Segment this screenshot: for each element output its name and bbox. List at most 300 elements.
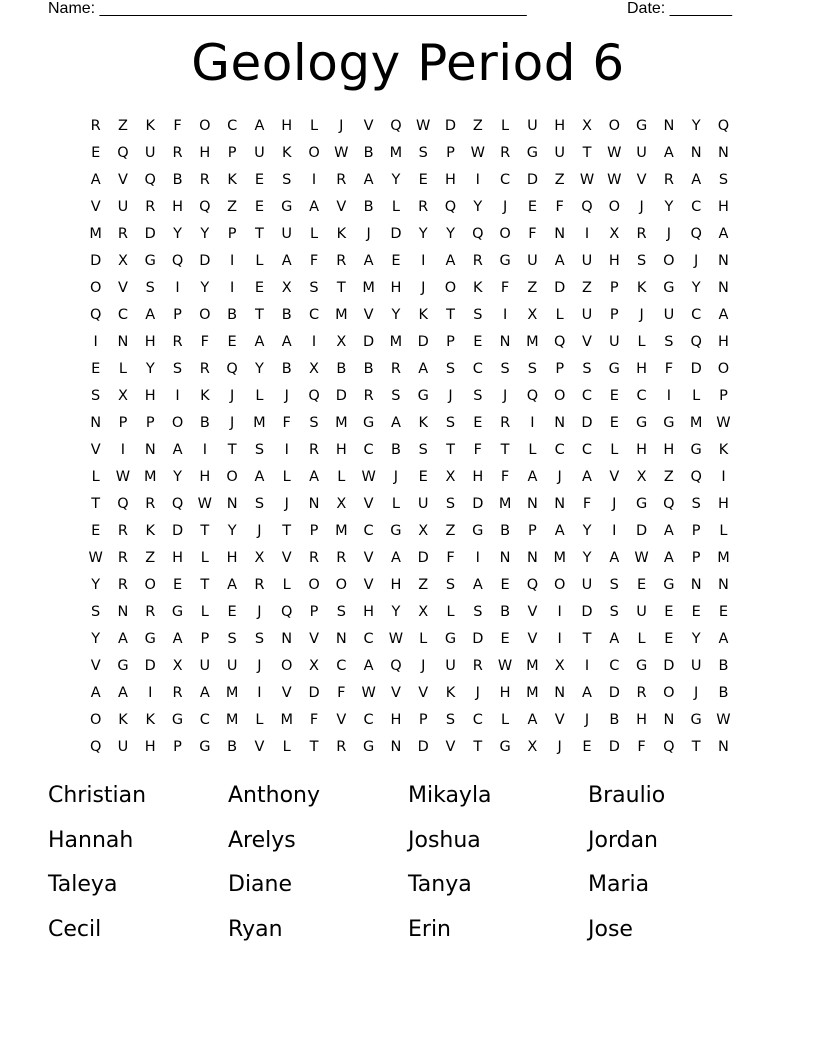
grid-letter: Z <box>227 199 238 215</box>
grid-letter: G <box>417 388 429 404</box>
grid-letter: R <box>254 577 265 593</box>
grid-row <box>82 491 742 518</box>
grid-letter: J <box>257 604 262 620</box>
grid-letter: Q <box>117 145 129 161</box>
grid-letter: N <box>144 442 156 458</box>
grid-row <box>82 113 742 140</box>
grid-letter: R <box>117 226 128 242</box>
grid-letter: U <box>581 253 593 269</box>
grid-letter: B <box>609 712 620 728</box>
grid-letter: P <box>173 739 182 755</box>
grid-letter: D <box>608 685 620 701</box>
grid-letter: Q <box>144 172 156 188</box>
grid-letter: G <box>171 712 184 728</box>
grid-letter: Z <box>582 280 592 296</box>
grid-letter: D <box>608 739 620 755</box>
grid-letter: J <box>421 658 426 674</box>
grid-letter: S <box>254 442 265 458</box>
grid-letter: I <box>666 388 672 404</box>
grid-letter: I <box>284 442 289 458</box>
grid-letter: N <box>718 739 729 755</box>
grid-letter: P <box>227 226 237 242</box>
grid-letter: N <box>554 496 566 512</box>
grid-letter: E <box>609 415 619 431</box>
grid-letter: M <box>89 226 102 242</box>
grid-letter: A <box>227 577 238 593</box>
grid-letter: C <box>581 442 593 458</box>
grid-letter: Q <box>308 388 320 404</box>
grid-letter: V <box>281 550 292 566</box>
word-bank-item: Hannah <box>48 827 134 853</box>
grid-letter: Q <box>472 226 484 242</box>
grid-letter: P <box>446 145 455 161</box>
grid-letter: J <box>557 739 562 755</box>
grid-letter: G <box>635 415 648 431</box>
grid-letter: P <box>609 280 619 296</box>
grid-letter: Q <box>663 496 675 512</box>
grid-letter: D <box>390 226 402 242</box>
grid-letter: R <box>500 415 511 431</box>
grid-letter: X <box>309 658 319 674</box>
grid-letter: A <box>145 307 156 323</box>
grid-letter: L <box>528 442 537 458</box>
grid-letter: Q <box>690 226 702 242</box>
grid-letter: A <box>609 631 620 647</box>
grid-letter: E <box>418 469 428 485</box>
grid-letter: Y <box>473 199 483 215</box>
grid-letter: Q <box>89 739 102 755</box>
grid-letter: U <box>199 658 211 674</box>
grid-letter: T <box>336 280 346 296</box>
grid-letter: R <box>472 658 483 674</box>
grid-letter: K <box>445 685 456 701</box>
grid-letter: L <box>555 307 564 323</box>
grid-letter: W <box>497 658 513 674</box>
grid-letter: B <box>227 307 238 323</box>
grid-letter: C <box>554 442 565 458</box>
grid-letter: R <box>336 739 347 755</box>
grid-letter: D <box>472 496 484 512</box>
grid-letter: H <box>199 145 211 161</box>
grid-letter: A <box>390 415 401 431</box>
grid-row <box>82 707 742 734</box>
grid-letter: J <box>421 280 426 296</box>
grid-letter: A <box>90 685 101 701</box>
grid-letter: S <box>282 172 292 188</box>
grid-letter: Y <box>691 631 701 647</box>
grid-letter: S <box>500 361 510 377</box>
grid-letter: S <box>636 253 647 269</box>
grid-letter: C <box>691 199 702 215</box>
grid-letter: L <box>637 334 646 350</box>
grid-letter: H <box>144 388 156 404</box>
grid-letter: I <box>421 253 426 269</box>
grid-letter: X <box>418 523 429 539</box>
grid-letter: O <box>89 712 102 728</box>
grid-letter: C <box>500 172 511 188</box>
grid-letter: W <box>115 469 131 485</box>
grid-letter: H <box>390 280 402 296</box>
grid-letter: X <box>172 658 183 674</box>
grid-letter: O <box>171 415 184 431</box>
grid-letter: V <box>527 631 538 647</box>
grid-letter: D <box>308 685 320 701</box>
grid-letter: U <box>527 118 538 134</box>
grid-letter: R <box>172 334 183 350</box>
grid-letter: E <box>500 577 510 593</box>
grid-letter: W <box>197 496 212 512</box>
grid-letter: A <box>309 199 319 215</box>
grid-letter: S <box>609 604 619 620</box>
grid-letter: V <box>527 604 538 620</box>
grid-letter: B <box>172 172 183 188</box>
grid-letter: Y <box>691 280 701 296</box>
grid-letter: P <box>691 523 701 539</box>
grid-letter: L <box>282 577 291 593</box>
grid-letter: A <box>609 550 620 566</box>
grid-letter: G <box>635 118 648 134</box>
grid-letter: S <box>418 442 428 458</box>
grid-letter: G <box>144 631 156 647</box>
grid-letter: Q <box>553 334 566 350</box>
grid-letter: F <box>282 415 291 431</box>
grid-letter: S <box>172 361 183 377</box>
grid-letter: O <box>553 577 566 593</box>
grid-letter: U <box>417 496 429 512</box>
grid-letter: M <box>717 550 730 566</box>
grid-letter: S <box>718 172 729 188</box>
grid-letter: Y <box>91 631 101 647</box>
grid-letter: S <box>391 388 401 404</box>
grid-letter: Z <box>445 523 456 539</box>
grid-letter: N <box>554 415 566 431</box>
grid-letter: A <box>254 469 265 485</box>
grid-letter: S <box>445 415 456 431</box>
grid-letter: I <box>475 550 480 566</box>
grid-letter: S <box>582 361 592 377</box>
grid-letter: C <box>581 388 593 404</box>
grid-letter: B <box>718 685 729 701</box>
grid-letter: A <box>527 712 538 728</box>
grid-letter: F <box>446 550 455 566</box>
grid-letter: K <box>418 415 428 431</box>
grid-letter: J <box>639 307 644 323</box>
grid-letter: M <box>526 334 539 350</box>
grid-letter: H <box>363 604 375 620</box>
grid-letter: Q <box>199 199 211 215</box>
grid-letter: L <box>255 253 264 269</box>
grid-letter: Q <box>526 388 539 404</box>
grid-letter: E <box>582 739 592 755</box>
word-bank-item: Tanya <box>408 872 472 897</box>
grid-row <box>82 518 742 545</box>
grid-row <box>82 680 742 707</box>
grid-letter: J <box>257 658 262 674</box>
grid-letter: E <box>254 172 265 188</box>
grid-letter: K <box>118 712 128 728</box>
grid-letter: G <box>472 523 484 539</box>
grid-letter: H <box>636 442 648 458</box>
grid-letter: R <box>472 253 483 269</box>
grid-letter: P <box>691 550 701 566</box>
grid-letter: B <box>199 415 210 431</box>
grid-letter: D <box>472 631 484 647</box>
grid-letter: U <box>636 604 647 620</box>
grid-letter: H <box>172 550 183 566</box>
grid-letter: I <box>229 253 235 269</box>
grid-letter: C <box>636 388 647 404</box>
grid-letter: A <box>117 685 128 701</box>
grid-row <box>82 653 742 680</box>
grid-letter: R <box>145 496 156 512</box>
grid-letter: S <box>445 361 456 377</box>
word-bank <box>48 779 768 957</box>
grid-letter: E <box>172 577 183 593</box>
grid-letter: C <box>199 712 210 728</box>
grid-letter: O <box>281 658 293 674</box>
grid-letter: H <box>445 172 456 188</box>
grid-letter: S <box>309 415 319 431</box>
grid-letter: Q <box>663 739 675 755</box>
grid-letter: P <box>145 415 155 431</box>
grid-letter: X <box>527 739 538 755</box>
grid-letter: R <box>308 442 320 458</box>
grid-letter: M <box>335 523 348 539</box>
grid-letter: J <box>284 388 289 404</box>
grid-letter: V <box>418 685 429 701</box>
grid-row <box>82 626 742 653</box>
grid-letter: E <box>91 523 101 539</box>
grid-letter: P <box>528 523 537 539</box>
grid-letter: Y <box>200 226 210 242</box>
grid-letter: A <box>117 631 128 647</box>
grid-letter: S <box>691 496 701 512</box>
grid-letter: V <box>254 739 265 755</box>
grid-letter: A <box>554 523 565 539</box>
grid-letter: F <box>664 361 674 377</box>
grid-letter: D <box>90 253 102 269</box>
grid-letter: Q <box>717 118 730 134</box>
grid-letter: J <box>694 685 699 701</box>
grid-letter: N <box>718 577 729 593</box>
grid-letter: Y <box>391 172 401 188</box>
grid-letter: V <box>636 172 647 188</box>
grid-letter: D <box>144 226 156 242</box>
grid-letter: H <box>390 577 402 593</box>
grid-letter: E <box>664 604 674 620</box>
grid-letter: O <box>663 685 675 701</box>
grid-letter: A <box>663 523 674 539</box>
grid-letter: J <box>448 388 453 404</box>
grid-letter: Y <box>173 469 182 485</box>
grid-letter: C <box>308 307 320 323</box>
grid-letter: L <box>282 739 291 755</box>
grid-letter: Y <box>91 577 101 593</box>
grid-letter: D <box>444 118 457 134</box>
grid-letter: Q <box>171 496 184 512</box>
grid-letter: S <box>336 604 346 620</box>
grid-letter: X <box>309 361 319 377</box>
grid-letter: V <box>309 631 319 647</box>
grid-letter: J <box>584 712 590 728</box>
grid-letter: I <box>202 442 207 458</box>
grid-letter: K <box>145 118 155 134</box>
grid-letter: C <box>363 523 374 539</box>
grid-letter: X <box>254 550 265 566</box>
grid-letter: T <box>200 577 210 593</box>
grid-letter: N <box>281 631 293 647</box>
grid-letter: W <box>716 712 731 728</box>
grid-letter: H <box>199 469 211 485</box>
grid-letter: K <box>281 145 292 161</box>
grid-letter: I <box>120 442 126 458</box>
grid-letter: S <box>445 577 456 593</box>
grid-letter: G <box>499 739 511 755</box>
grid-letter: V <box>363 118 374 134</box>
grid-letter: H <box>718 334 729 350</box>
grid-letter: T <box>227 442 237 458</box>
grid-letter: E <box>391 253 401 269</box>
grid-letter: V <box>90 199 101 215</box>
grid-letter: Q <box>281 604 293 620</box>
grid-letter: M <box>335 415 348 431</box>
grid-letter: Q <box>690 469 702 485</box>
grid-letter: O <box>144 577 156 593</box>
grid-letter: U <box>117 199 129 215</box>
grid-letter: U <box>690 658 702 674</box>
grid-letter: T <box>91 496 101 512</box>
grid-letter: M <box>389 145 403 161</box>
grid-letter: Y <box>391 307 401 323</box>
grid-letter: K <box>473 280 483 296</box>
grid-letter: N <box>663 712 675 728</box>
grid-letter: H <box>472 469 484 485</box>
grid-letter: Y <box>418 226 428 242</box>
grid-letter: X <box>117 388 128 404</box>
grid-letter: S <box>445 712 456 728</box>
grid-letter: K <box>145 523 155 539</box>
grid-letter: E <box>527 199 537 215</box>
grid-letter: X <box>582 118 592 134</box>
grid-letter: H <box>608 253 620 269</box>
grid-letter: M <box>225 685 239 701</box>
grid-letter: Y <box>582 523 592 539</box>
grid-letter: G <box>362 739 375 755</box>
word-bank-item: Jose <box>588 916 633 942</box>
grid-letter: I <box>175 388 180 404</box>
grid-letter: V <box>445 739 456 755</box>
grid-letter: M <box>526 658 539 674</box>
grid-letter: A <box>418 361 429 377</box>
grid-letter: M <box>689 415 703 431</box>
grid-letter: G <box>199 739 211 755</box>
grid-letter: N <box>226 496 238 512</box>
grid-letter: Q <box>444 199 457 215</box>
grid-letter: N <box>718 145 729 161</box>
grid-letter: I <box>530 415 535 431</box>
grid-letter: S <box>473 604 483 620</box>
grid-letter: D <box>417 550 429 566</box>
grid-letter: Y <box>446 226 455 242</box>
grid-letter: B <box>281 361 292 377</box>
grid-letter: G <box>690 442 702 458</box>
grid-letter: J <box>612 496 617 512</box>
grid-letter: W <box>388 631 404 647</box>
grid-letter: H <box>554 118 566 134</box>
grid-letter: V <box>281 685 292 701</box>
grid-letter: B <box>363 361 374 377</box>
grid-letter: R <box>336 253 347 269</box>
grid-letter: J <box>557 469 562 485</box>
grid-letter: J <box>666 226 672 242</box>
grid-letter: V <box>90 658 101 674</box>
grid-letter: H <box>281 118 293 134</box>
grid-letter: C <box>363 631 374 647</box>
grid-letter: W <box>88 550 103 566</box>
grid-letter: Y <box>691 118 701 134</box>
grid-letter: G <box>526 145 539 161</box>
grid-letter: H <box>226 550 238 566</box>
grid-letter: G <box>608 361 620 377</box>
grid-letter: U <box>117 739 129 755</box>
grid-letter: D <box>335 388 347 404</box>
grid-letter: V <box>117 172 128 188</box>
grid-letter: W <box>334 145 349 161</box>
grid-letter: T <box>582 145 592 161</box>
grid-letter: T <box>446 307 455 323</box>
grid-row <box>82 437 742 464</box>
grid-letter: M <box>253 415 266 431</box>
word-bank-item: Braulio <box>588 783 666 808</box>
grid-letter: I <box>502 307 508 323</box>
grid-letter: Q <box>390 658 402 674</box>
grid-letter: A <box>281 253 292 269</box>
grid-letter: G <box>144 253 156 269</box>
grid-letter: A <box>254 118 265 134</box>
grid-letter: O <box>308 577 320 593</box>
grid-letter: T <box>200 523 210 539</box>
grid-letter: O <box>89 280 102 296</box>
grid-letter: E <box>473 415 483 431</box>
grid-letter: I <box>584 226 590 242</box>
grid-letter: Q <box>89 307 102 323</box>
grid-letter: N <box>690 145 702 161</box>
grid-letter: K <box>636 280 647 296</box>
grid-letter: L <box>282 469 291 485</box>
grid-letter: S <box>527 361 537 377</box>
grid-letter: I <box>721 469 726 485</box>
grid-letter: I <box>93 334 98 350</box>
grid-letter: R <box>336 172 347 188</box>
grid-letter: O <box>499 226 511 242</box>
grid-letter: Q <box>171 253 184 269</box>
grid-letter: X <box>445 469 456 485</box>
word-bank-item: Cecil <box>48 916 102 942</box>
grid-letter: L <box>391 199 400 215</box>
grid-letter: Q <box>226 361 238 377</box>
grid-letter: S <box>254 496 265 512</box>
grid-letter: G <box>281 199 293 215</box>
grid-letter: A <box>363 658 374 674</box>
word-bank-item: Jordan <box>588 827 658 853</box>
grid-letter: F <box>555 199 564 215</box>
grid-row <box>82 275 742 302</box>
grid-letter: O <box>226 469 238 485</box>
grid-letter: C <box>472 361 483 377</box>
grid-letter: G <box>171 604 184 620</box>
grid-letter: P <box>200 631 210 647</box>
grid-letter: Z <box>145 550 156 566</box>
